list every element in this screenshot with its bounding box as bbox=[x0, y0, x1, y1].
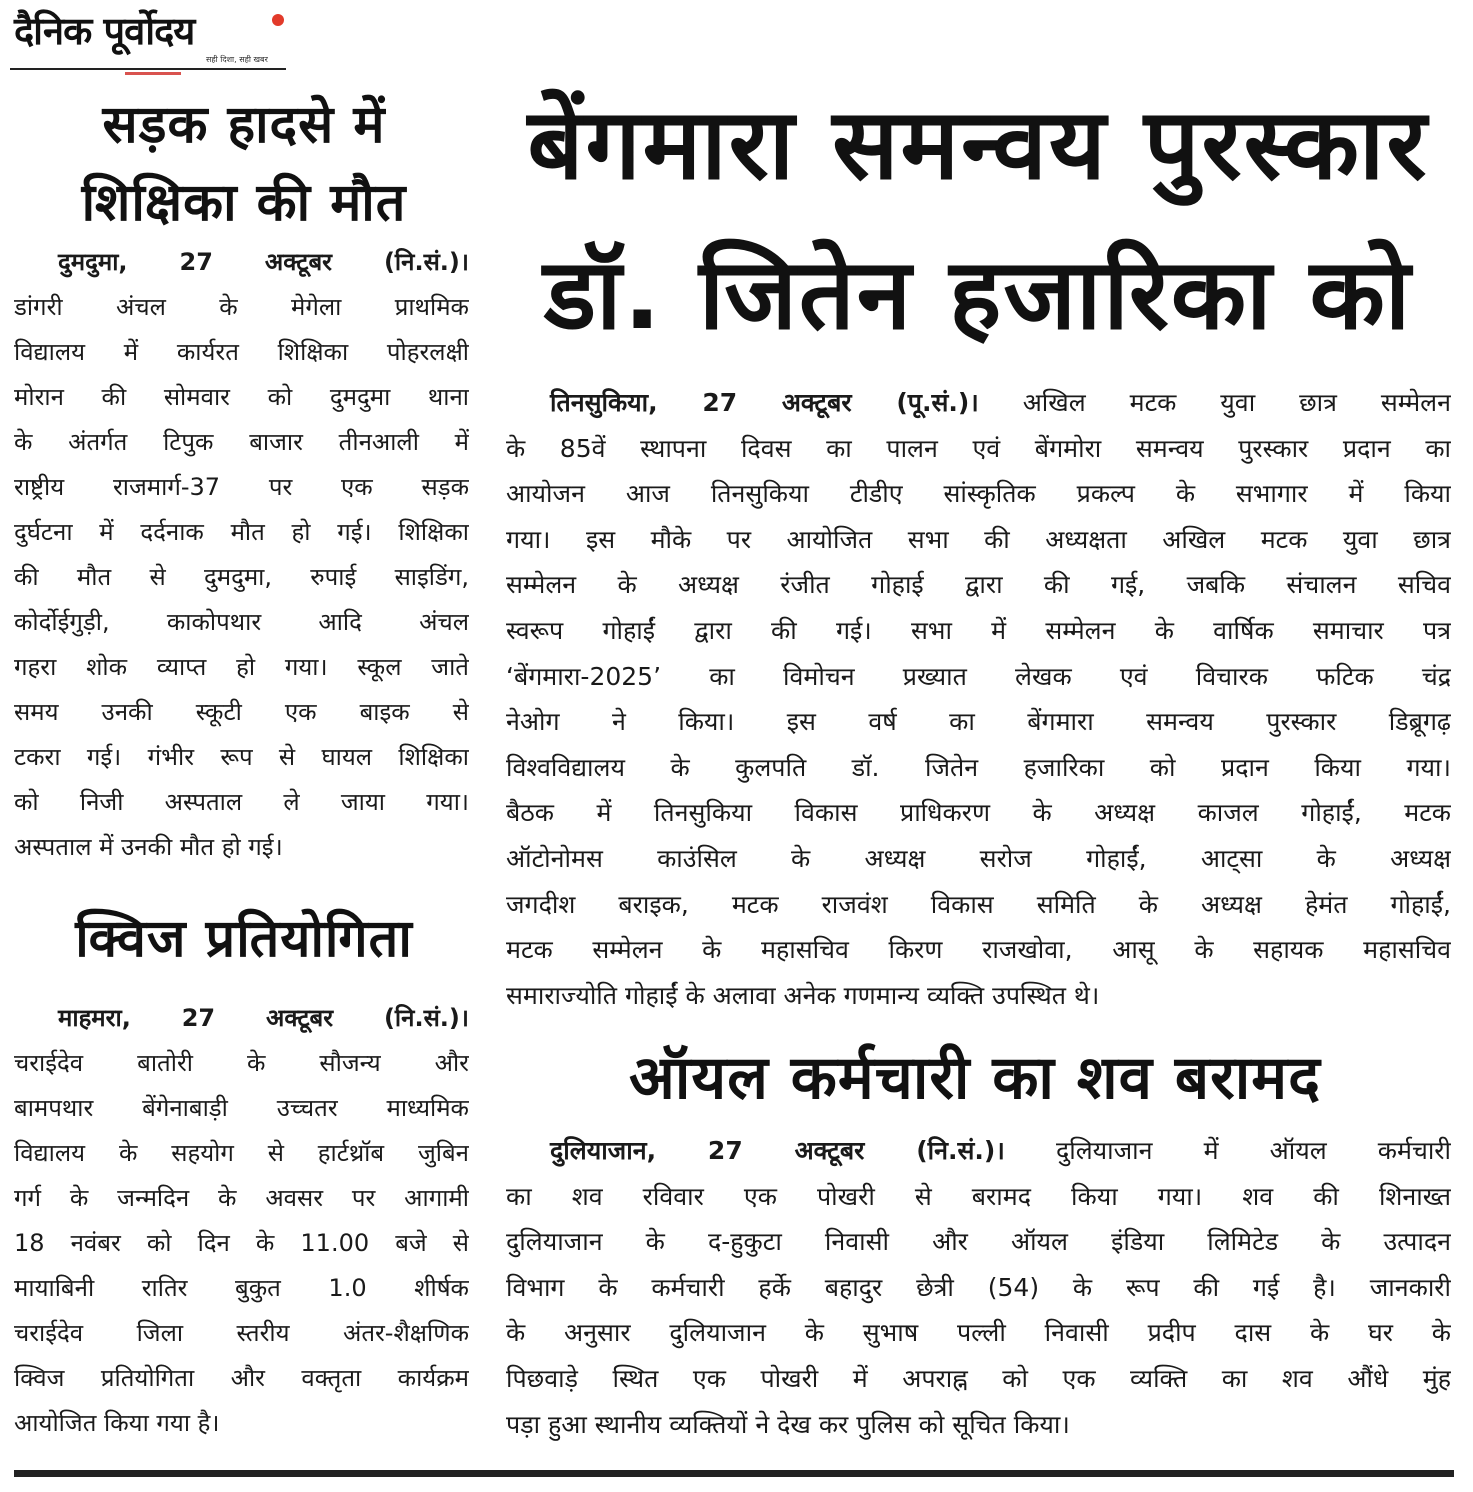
body-line: नेओग ने किया। इस वर्ष का बेंगमारा समन्वय पुरस्कार डिब्रूगढ़ bbox=[506, 707, 1451, 737]
body-line: पिछवाड़े स्थित एक पोखरी में अपराह्न को एक व्यक्ति का शव औंधे मुंह bbox=[506, 1363, 1451, 1393]
article-1-dateline: दुमदुमा, 27 अक्टूबर (नि.सं.)। bbox=[58, 248, 469, 276]
body-line: ऑटोनोमस काउंसिल के अध्यक्ष सरोज गोहाईं, आट्सा के अध्यक्ष bbox=[506, 843, 1451, 873]
body-line: जगदीश बराइक, मटक राजवंश विकास समिति के अध्यक्ष हेमंत गोहाईं, bbox=[506, 889, 1451, 919]
body-line: दुलियाजान के द-हुकुटा निवासी और ऑयल इंडिया लिमिटेड के उत्पादन bbox=[506, 1227, 1451, 1257]
body-line: समाराज्योति गोहाईं के अलावा अनेक गणमान्य व्यक्ति उपस्थित थे। bbox=[506, 980, 1100, 1010]
bottom-rule bbox=[14, 1470, 1454, 1477]
masthead-accent-bar bbox=[125, 72, 181, 75]
body-line: स्वरूप गोहाईं द्वारा की गई। सभा में सम्मेलन के वार्षिक समाचार पत्र bbox=[506, 615, 1451, 645]
body-line: के 85वें स्थापना दिवस का पालन एवं बेंगमोरा समन्वय पुरस्कार प्रदान का bbox=[506, 433, 1451, 463]
body-line: मोरान की सोमवार को दुमदुमा थाना bbox=[14, 383, 469, 411]
article-2-body bbox=[14, 996, 469, 1446]
body-line: कोर्दोईगुड़ी, काकोपथार आदि अंचल bbox=[14, 608, 469, 636]
article-4-dateline: दुलियाजान, 27 अक्टूबर (नि.सं.)। bbox=[550, 1136, 1005, 1165]
body-line: आयोजन आज तिनसुकिया टीडीए सांस्कृतिक प्रकल्प के सभागार में किया bbox=[506, 479, 1451, 509]
body-line: समय उनकी स्कूटी एक बाइक से bbox=[14, 698, 469, 726]
body-line: डांगरी अंचल के मेगेला प्राथमिक bbox=[14, 293, 469, 321]
article-3-dateline: तिनसुकिया, 27 अक्टूबर (पू.सं.)। bbox=[550, 388, 979, 417]
body-line: गहरा शोक व्याप्त हो गया। स्कूल जाते bbox=[14, 653, 469, 681]
body-line: की मौत से दुमदुमा, रुपाई साइडिंग, bbox=[14, 563, 469, 591]
body-line: बामपथार बेंगेनाबाड़ी उच्चतर माध्यमिक bbox=[14, 1094, 469, 1122]
article-4-body bbox=[506, 1128, 1451, 1447]
body-line: सम्मेलन के अध्यक्ष रंजीत गोहाई द्वारा की गई, जबकि संचालन सचिव bbox=[506, 570, 1451, 600]
body-line: को निजी अस्पताल ले जाया गया। bbox=[14, 788, 469, 816]
body-line: दुर्घटना में दर्दनाक मौत हो गई। शिक्षिका bbox=[14, 518, 469, 546]
article-4-headline bbox=[500, 1038, 1450, 1118]
body-line: ‘बेंगमारा-2025’ का विमोचन प्रख्यात लेखक एवं विचारक फटिक चंद्र bbox=[506, 661, 1451, 691]
article-3-headline bbox=[498, 70, 1458, 370]
body-line: के अनुसार दुलियाजान के सुभाष पल्ली निवासी प्रदीप दास के घर के bbox=[506, 1318, 1451, 1348]
newspaper-name: दैनिक पूर्वोदय bbox=[14, 9, 195, 53]
body-line: मटक सम्मेलन के महासचिव किरण राजखोवा, आसू के सहायक महासचिव bbox=[506, 935, 1451, 965]
headline-line: शिक्षिका की मौत bbox=[81, 173, 407, 233]
body-line: मायाबिनी रातिर बुकुत 1.0 शीर्षक bbox=[14, 1274, 469, 1302]
body-line: विभाग के कर्मचारी हर्के बहादुर छेत्री (54) के रूप की गई है। जानकारी bbox=[506, 1272, 1451, 1302]
body-line: गर्ग के जन्मदिन के अवसर पर आगामी bbox=[14, 1184, 469, 1212]
body-line: का शव रविवार एक पोखरी से बरामद किया गया। शव की शिनाख्त bbox=[506, 1181, 1451, 1211]
body-line: के अंतर्गत टिपुक बाजार तीनआली में bbox=[14, 428, 469, 456]
body-line: विश्वविद्यालय के कुलपति डॉ. जितेन हजारिका को प्रदान किया गया। bbox=[506, 752, 1451, 782]
headline-line: ऑयल कर्मचारी का शव बरामद bbox=[629, 1043, 1321, 1113]
body-line: 18 नवंबर को दिन के 11.00 बजे से bbox=[14, 1229, 469, 1257]
body-line: विद्यालय में कार्यरत शिक्षिका पोहरलक्षी bbox=[14, 338, 469, 366]
headline-line: सड़क हादसे में bbox=[102, 95, 386, 155]
body-line: अखिल मटक युवा छात्र सम्मेलन bbox=[1022, 388, 1451, 417]
column-divider bbox=[488, 80, 489, 1460]
body-line: गया। इस मौके पर आयोजित सभा की अध्यक्षता अखिल मटक युवा छात्र bbox=[506, 524, 1451, 554]
headline-line: डॉ. जितेन हजारिका को bbox=[543, 238, 1413, 352]
headline-line: क्विज प्रतियोगिता bbox=[75, 909, 413, 969]
article-1-headline bbox=[14, 86, 474, 242]
body-line: राष्ट्रीय राजमार्ग-37 पर एक सड़क bbox=[14, 473, 469, 501]
body-line: क्विज प्रतियोगिता और वक्तृता कार्यक्रम bbox=[14, 1364, 469, 1392]
masthead-dot-icon bbox=[272, 14, 284, 26]
article-3-body bbox=[506, 380, 1451, 1018]
article-1-body bbox=[14, 240, 469, 870]
masthead-rule bbox=[10, 68, 286, 70]
body-line: चराईदेव बातोरी के सौजन्य और bbox=[14, 1049, 469, 1077]
body-line: पड़ा हुआ स्थानीय व्यक्तियों ने देख कर पुलिस को सूचित किया। bbox=[506, 1409, 1070, 1439]
article-2-headline bbox=[14, 900, 474, 978]
newspaper-tagline: सही दिशा, सही खबर bbox=[206, 55, 268, 64]
body-line: विद्यालय के सहयोग से हार्टथ्रॉब जुबिन bbox=[14, 1139, 469, 1167]
body-line: आयोजित किया गया है। bbox=[14, 1409, 220, 1437]
body-line: दुलियाजान में ऑयल कर्मचारी bbox=[1055, 1136, 1451, 1165]
body-line: बैठक में तिनसुकिया विकास प्राधिकरण के अध्यक्ष काजल गोहाईं, मटक bbox=[506, 798, 1451, 828]
headline-line: बेंगमारा समन्वय पुरस्कार bbox=[527, 88, 1429, 202]
body-line: चराईदेव जिला स्तरीय अंतर-शैक्षणिक bbox=[14, 1319, 469, 1347]
body-line: टकरा गई। गंभीर रूप से घायल शिक्षिका bbox=[14, 743, 469, 771]
body-line: अस्पताल में उनकी मौत हो गई। bbox=[14, 833, 283, 861]
article-2-dateline: माहमरा, 27 अक्टूबर (नि.सं.)। bbox=[58, 1004, 469, 1032]
masthead bbox=[10, 4, 286, 70]
